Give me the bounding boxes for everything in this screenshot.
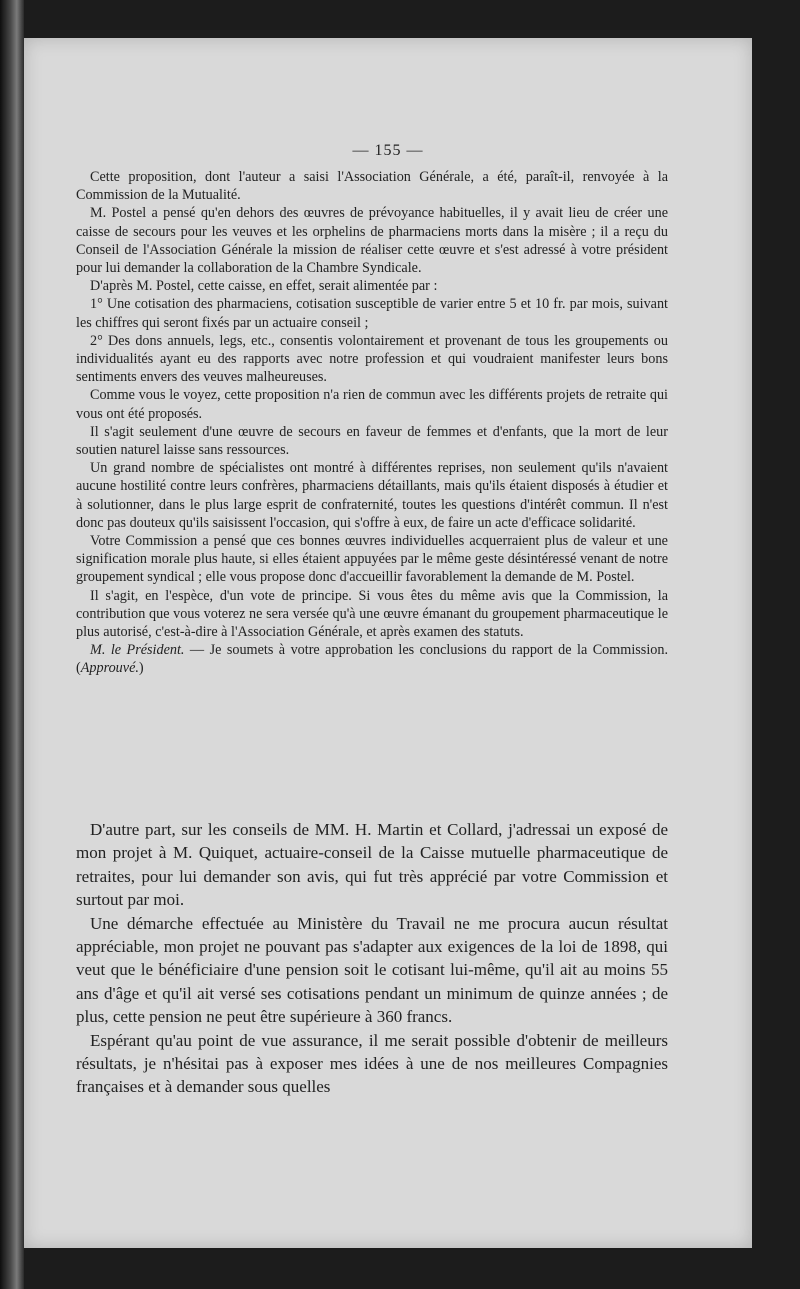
narrative-paragraph: Une démarche effectuée au Ministère du Travail ne me procura aucun résultat appréciable, mon projet ne pouvant pas s'adapter aux exigences de la loi de 1898, qui veut que le bénéficiaire d'une pension soit le cotisant lui-même, qu'il ait au moins 55 ans d'âge et qu'il ait versé ses cotisations pendant un minimum de quinze années ; de plus, cette pension ne peut être supérieure à 360 francs. [76,913,668,1027]
narrative-text [76,818,668,1099]
narrative-paragraph: D'autre part, sur les conseils de MM. H. Martin et Collard, j'adressai un exposé de mon projet à M. Quiquet, actuaire-conseil de la Caisse mutuelle pharmaceutique de retraites, pour lui demander son avis, qui fut très apprécié par votre Commission et surtout par moi. [76,820,668,910]
president-statement [76,641,668,677]
president-text: — Je soumets à votre approbation les conclusions du rapport de la Commission. ( [76,642,668,677]
report-paragraph: Il s'agit, en l'espèce, d'un vote de principe. Si vous êtes du même avis que la Commission, la contribution que vous voterez ne sera versée qu'à une œuvre émanant du groupement pharmaceutique le plus autorisé, c'est-à-dire à l'Association Générale, et après examen des statuts. [76,587,668,641]
scan-binding-edge [0,0,24,1289]
report-paragraph: 2° Des dons annuels, legs, etc., consentis volontairement et provenant de tous les groupements ou individualités ayant eu des rapports avec notre profession et qui voudraient manifester leurs bons sentiments envers des veuves malheureuses. [76,332,668,386]
verdict-close: ) [138,660,144,677]
report-paragraph: Un grand nombre de spécialistes ont montré à différentes reprises, non seulement qu'ils n'avaient aucune hostilité contre leurs confrères, pharmaciens détaillants, mais qu'ils étaient disposés à étudier et à solutionner, dans le plus large esprit de confraternité, toutes les questions d'intérêt commun. Il n'est donc pas douteux qu'ils saisissent l'occasion, qui s'offre à eux, de faire un acte d'efficace solidarité. [76,460,668,531]
report-paragraph: Votre Commission a pensé que ces bonnes œuvres individuelles acquerraient plus de valeur et une signification morale plus haute, si elles étaient appuyées par le même geste désintéressé venant de notre groupement syndical ; elle vous propose donc d'accueillir favorablement la demande de M. Postel. [76,533,668,586]
narrative-paragraph: Espérant qu'au point de vue assurance, il me serait possible d'obtenir de meilleurs résultats, je n'hésitai pas à exposer mes idées à une de nos meilleures Compagnies françaises et à demander sous quelles [76,1030,668,1097]
vote-verdict: Approuvé. [80,660,139,677]
report-paragraph: D'après M. Postel, cette caisse, en effet, serait alimentée par : [90,278,438,295]
document-page [24,38,752,1248]
report-paragraph: Il s'agit seulement d'une œuvre de secours en faveur de femmes et d'enfants, que la mort de leur soutien naturel laisse sans ressources. [76,423,668,459]
commission-report [76,168,668,678]
report-paragraph: Comme vous le voyez, cette proposition n'a rien de commun avec les différents projets de retraite qui vous ont été proposés. [76,387,668,422]
page-number: — 155 — [352,142,424,159]
report-paragraph: Cette proposition, dont l'auteur a saisi l'Association Générale, a été, paraît-il, renvoyée à la Commission de la Mutualité. [76,169,668,204]
president-speaker: M. le Président. [90,642,185,659]
report-paragraph: 1° Une cotisation des pharmaciens, cotisation susceptible de varier entre 5 et 10 fr. par mois, suivant les chiffres qui seront fixés par un actuaire conseil ; [76,296,668,331]
report-paragraph: M. Postel a pensé qu'en dehors des œuvres de prévoyance habituelles, il y avait lieu de créer une caisse de secours pour les veuves et les orphelins de pharmaciens morts dans la misère ; il a reçu du Conseil de l'Association Générale la mission de réaliser cette œuvre et s'est adressé à votre président pour lui demander la collaboration de la Chambre Syndicale. [76,205,668,277]
